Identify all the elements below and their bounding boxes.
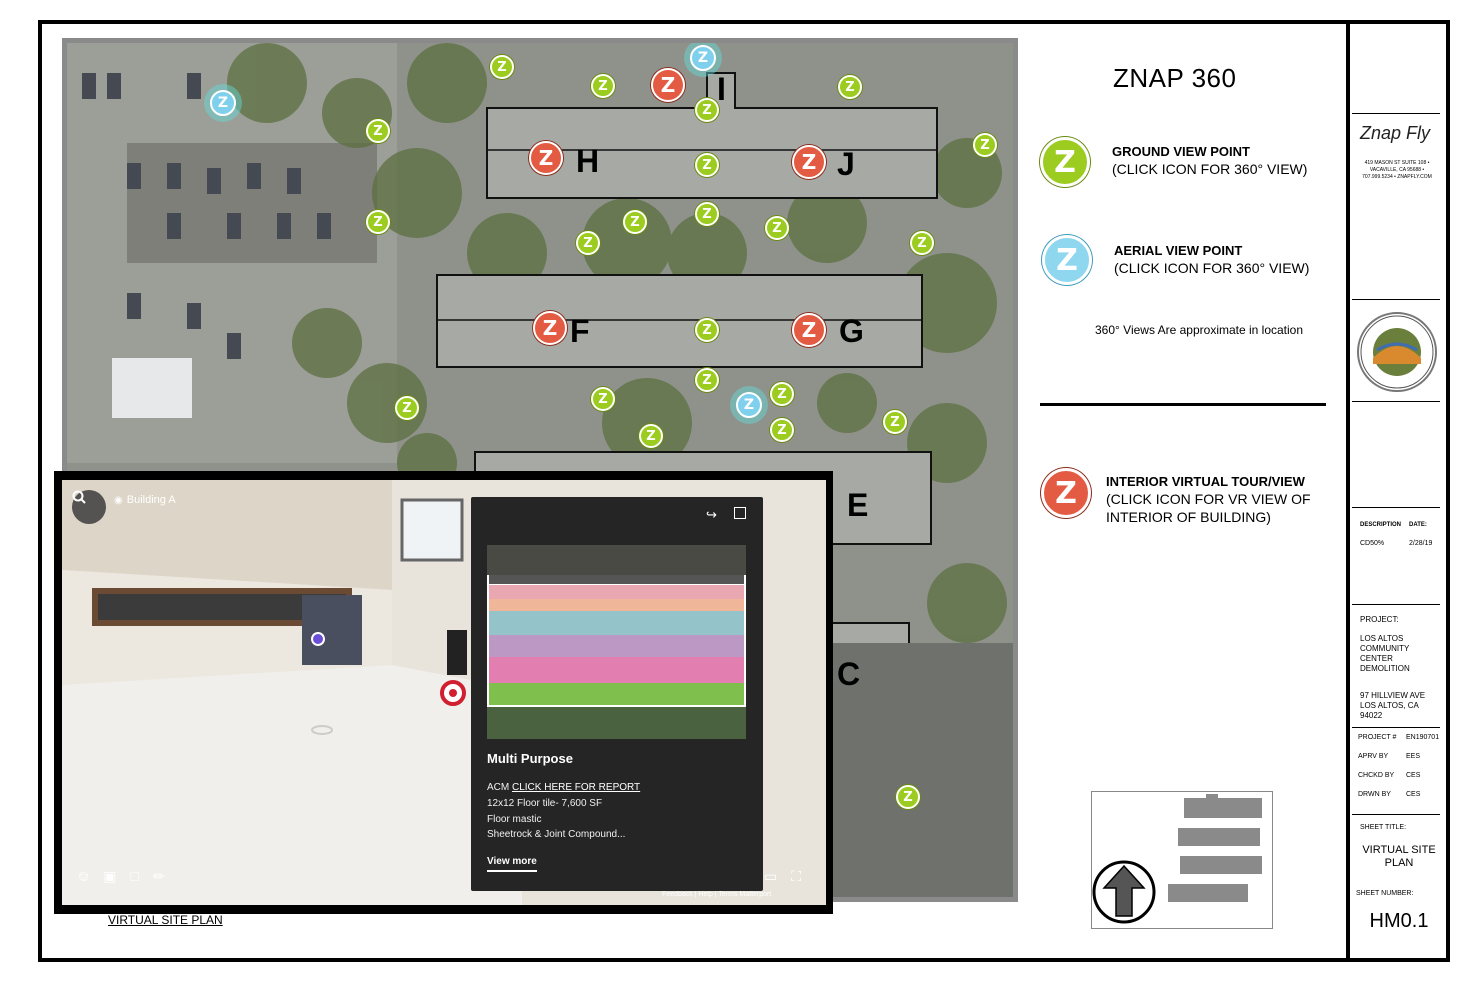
ground-view-icon[interactable]: Z: [623, 210, 647, 234]
company-address-2: VACAVILLE, CA 95688 •: [1369, 167, 1425, 173]
legend-ground-icon: Z: [1040, 137, 1090, 187]
tb-divider: [1352, 299, 1440, 300]
tag-title: Multi Purpose: [487, 751, 573, 766]
legend-divider: [1040, 403, 1326, 406]
share-icon[interactable]: ↪: [706, 507, 717, 522]
building-label-j: J: [837, 146, 855, 182]
legend-interior-title: INTERIOR VIRTUAL TOUR/VIEW: [1106, 474, 1305, 489]
legend-aerial-icon: Z: [1042, 235, 1092, 285]
project-name-2: COMMUNITY: [1360, 644, 1410, 653]
ground-view-icon[interactable]: Z: [838, 75, 862, 99]
north-arrow-icon: [1107, 859, 1141, 917]
building-label-f: F: [570, 313, 590, 349]
key-plan-box: [1091, 791, 1273, 929]
tag-acm-line: [487, 782, 640, 793]
report-spreadsheet-image: [487, 545, 746, 739]
ground-view-icon[interactable]: Z: [695, 153, 719, 177]
project-address: [1360, 691, 1425, 721]
interior-tour-icon-j[interactable]: Z: [792, 145, 826, 179]
project-num: EN190701: [1406, 734, 1440, 741]
ground-view-icon[interactable]: Z: [639, 424, 663, 448]
tb-divider: [1352, 113, 1440, 114]
legend-interior-sub-1: (CLICK ICON FOR VR VIEW OF: [1106, 491, 1311, 507]
ground-view-icon[interactable]: Z: [695, 98, 719, 122]
tb-divider: [1352, 727, 1440, 728]
tour-search-button[interactable]: [72, 490, 106, 524]
tour-footer[interactable]: Feedback | Help | Terms Matterport: [662, 891, 772, 898]
drwn-value: CES: [1406, 791, 1421, 798]
tour-toolbar-right: [764, 868, 801, 885]
project-num-label: PROJECT #: [1358, 734, 1397, 741]
tag-acm-prefix: ACM: [487, 782, 512, 793]
tb-divider: [1352, 401, 1440, 402]
interior-tour-icon-f[interactable]: Z: [533, 311, 567, 345]
aerial-view-icon[interactable]: Z: [736, 392, 762, 418]
fullscreen-icon[interactable]: ⛶: [791, 868, 802, 884]
vr-icon[interactable]: ▭: [764, 868, 778, 884]
sheet-number: HM0.1: [1369, 910, 1429, 932]
tour-toolbar: [78, 868, 165, 885]
legend-title: ZNAP 360: [1113, 63, 1237, 93]
view-more-link[interactable]: View more: [487, 856, 537, 872]
aprv-label: APRV BY: [1358, 753, 1389, 760]
ground-view-icon[interactable]: Z: [765, 216, 789, 240]
tag-line-3: Sheetrock & Joint Compound...: [487, 829, 626, 840]
report-link[interactable]: CLICK HERE FOR REPORT: [512, 782, 641, 793]
project-label: PROJECT:: [1360, 615, 1399, 624]
tour-location-label: Building A: [126, 494, 176, 506]
ground-view-icon[interactable]: Z: [591, 74, 615, 98]
project-name-3: CENTER: [1360, 654, 1393, 663]
sheet-title-1: VIRTUAL SITE: [1362, 844, 1436, 856]
ground-view-icon[interactable]: Z: [576, 231, 600, 255]
ground-view-icon[interactable]: Z: [366, 210, 390, 234]
ground-view-icon[interactable]: Z: [896, 785, 920, 809]
project-name-1: LOS ALTOS: [1360, 634, 1404, 643]
ground-view-icon[interactable]: Z: [695, 202, 719, 226]
desc-value: CD50%: [1360, 540, 1385, 547]
ground-view-icon[interactable]: Z: [910, 231, 934, 255]
tb-divider: [1352, 814, 1440, 815]
tour-tag-dot[interactable]: [312, 633, 324, 645]
desc-header: DESCRIPTION: [1360, 522, 1402, 528]
drwn-label: DRWN BY: [1358, 791, 1391, 798]
building-label-h: H: [576, 143, 600, 179]
building-label-g: G: [839, 313, 864, 349]
legend-interior-sub-2: INTERIOR OF BUILDING): [1106, 509, 1271, 525]
ground-view-icon[interactable]: Z: [695, 318, 719, 342]
company-address-3: 707.999.5234 • ZNAPFLY.COM: [1362, 174, 1432, 180]
sheet-title-label: SHEET TITLE:: [1360, 824, 1407, 831]
ground-view-icon[interactable]: Z: [770, 418, 794, 442]
interior-tour-icon-g[interactable]: Z: [792, 313, 826, 347]
interior-tour-icon-i[interactable]: Z: [651, 68, 685, 102]
city-seal-image: [1359, 314, 1435, 390]
chckd-value: CES: [1406, 772, 1421, 779]
legend-aerial-title: AERIAL VIEW POINT: [1114, 243, 1243, 258]
interior-tour-icon-h[interactable]: Z: [529, 141, 563, 175]
ground-view-icon[interactable]: Z: [366, 119, 390, 143]
ground-view-icon[interactable]: Z: [973, 133, 997, 157]
ground-view-icon[interactable]: Z: [490, 55, 514, 79]
comment-icon[interactable]: □: [130, 868, 139, 884]
tag-line-1: 12x12 Floor tile- 7,600 SF: [487, 798, 603, 809]
ground-view-icon[interactable]: Z: [770, 382, 794, 406]
sheet-number-label: SHEET NUMBER:: [1356, 890, 1414, 897]
company-address-1: 419 MASON ST SUITE 108 •: [1364, 160, 1430, 166]
project-address-1: 97 HILLVIEW AVE: [1360, 691, 1426, 700]
tb-divider: [1352, 507, 1440, 508]
sheet-title: [1352, 844, 1446, 870]
legend-aerial-sub: (CLICK ICON FOR 360° VIEW): [1114, 260, 1310, 276]
report-thumbnail[interactable]: [487, 545, 746, 739]
legend-interior-icon: Z: [1041, 468, 1091, 518]
sheet-title-2: PLAN: [1384, 857, 1414, 869]
legend-approx-note: 360° Views Are approximate in location: [1095, 323, 1304, 337]
site-plan-label: VIRTUAL SITE PLAN: [108, 913, 223, 927]
legend-ground-title: GROUND VIEW POINT: [1112, 144, 1250, 159]
measure-icon[interactable]: ✏: [152, 868, 165, 884]
aerial-view-icon[interactable]: Z: [690, 45, 716, 71]
building-label-e: E: [847, 487, 869, 523]
date-header: DATE:: [1409, 522, 1427, 528]
project-address-3: 94022: [1360, 711, 1383, 720]
ground-view-icon[interactable]: Z: [695, 368, 719, 392]
floorplan-icon[interactable]: ▣: [103, 868, 117, 884]
project-address-2: LOS ALTOS, CA: [1360, 701, 1419, 710]
collapse-icon[interactable]: [734, 507, 746, 519]
dollhouse-icon[interactable]: ⎊: [78, 868, 90, 884]
location-pin-icon: ◉: [114, 494, 123, 506]
aerial-view-icon[interactable]: Z: [210, 90, 236, 116]
tag-line-2: Floor mastic: [487, 814, 542, 825]
project-name-4: DEMOLITION: [1360, 664, 1410, 673]
search-icon: [72, 490, 86, 504]
title-block-divider: [1346, 20, 1350, 958]
legend-ground-sub: (CLICK ICON FOR 360° VIEW): [1112, 161, 1308, 177]
chckd-label: CHCKD BY: [1358, 772, 1395, 779]
building-label-c: C: [837, 656, 861, 692]
aprv-value: EES: [1406, 753, 1421, 760]
company-logo: Znap Fly: [1360, 123, 1431, 143]
company-address: [1356, 160, 1438, 181]
date-value: 2/28/19: [1409, 540, 1433, 547]
tour-location[interactable]: [114, 494, 176, 506]
project-name: [1360, 634, 1410, 674]
ground-view-icon[interactable]: Z: [591, 387, 615, 411]
building-label-i: I: [717, 71, 726, 107]
ground-view-icon[interactable]: Z: [395, 396, 419, 420]
tb-divider: [1352, 604, 1440, 605]
ground-view-icon[interactable]: Z: [883, 410, 907, 434]
city-seal: [1357, 312, 1437, 392]
